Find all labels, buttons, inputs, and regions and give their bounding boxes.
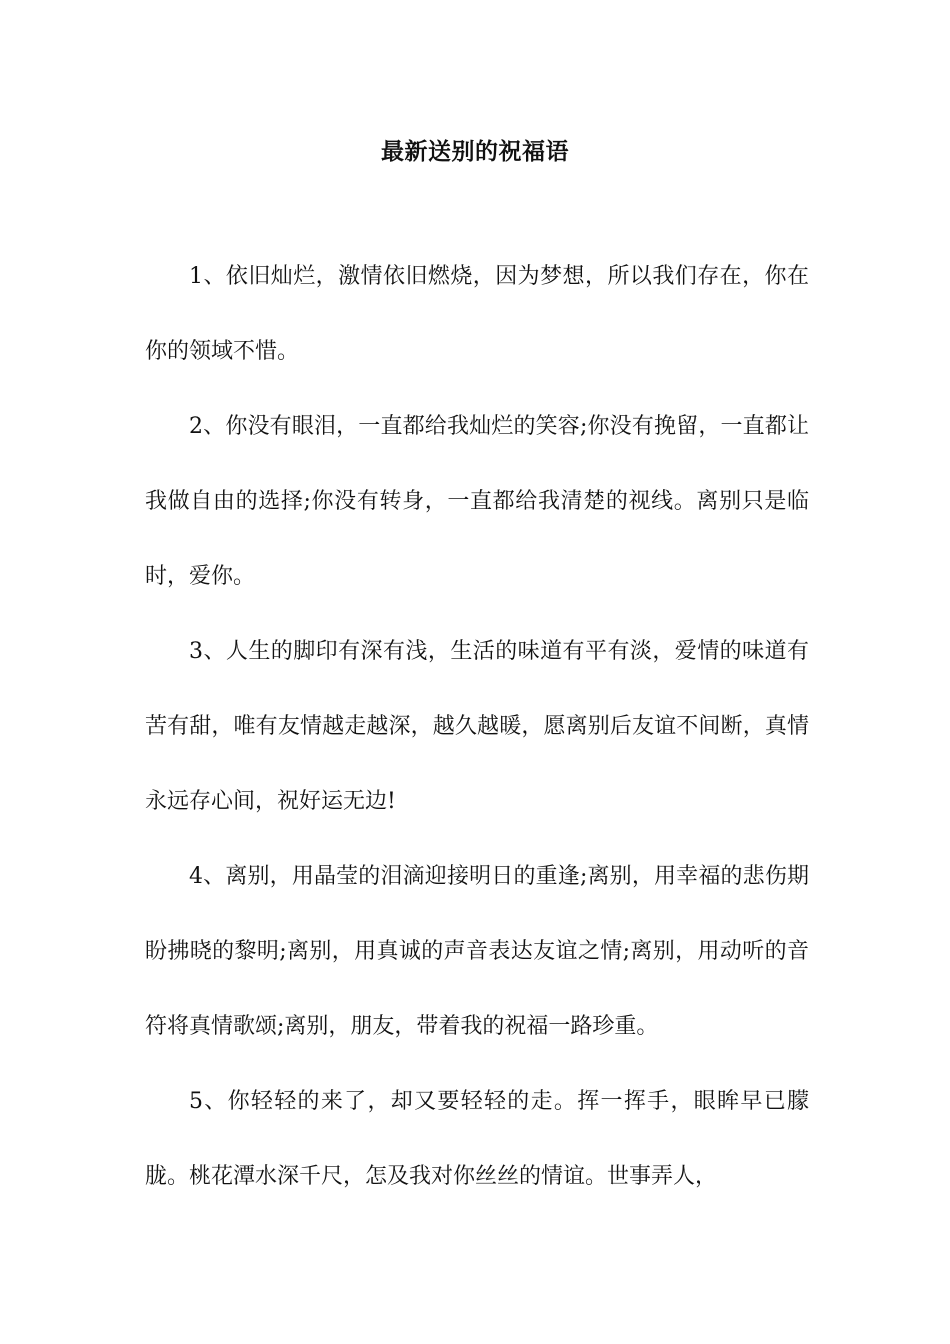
paragraph-5: 5、你轻轻的来了，却又要轻轻的走。挥一挥手，眼眸早已朦胧。桃花潭水深千尺，怎及我对你丝丝的情谊。世事弄人， (145, 1089, 809, 1189)
paragraph-4: 4、离别，用晶莹的泪滴迎接明日的重逢;离别，用幸福的悲伤期盼拂晓的黎明;离别，用真诚的声音表达友谊之情;离别，用动听的音符将真情歌颂;离别，朋友，带着我的祝福一路珍重。 (145, 864, 809, 1039)
paragraph-1: 1、依旧灿烂，激情依旧燃烧，因为梦想，所以我们存在，你在你的领域不惜。 (145, 264, 809, 364)
paragraph-3: 3、人生的脚印有深有浅，生活的味道有平有淡，爱情的味道有苦有甜，唯有友情越走越深，越久越暖，愿离别后友谊不间断，真情永远存心间，祝好运无边! (145, 639, 809, 814)
paragraph-2: 2、你没有眼泪，一直都给我灿烂的笑容;你没有挽留，一直都让我做自由的选择;你没有转身，一直都给我清楚的视线。离别只是临时，爱你。 (145, 414, 809, 589)
document-title: 最新送别的祝福语 (381, 139, 569, 165)
document-body (145, 239, 809, 1214)
